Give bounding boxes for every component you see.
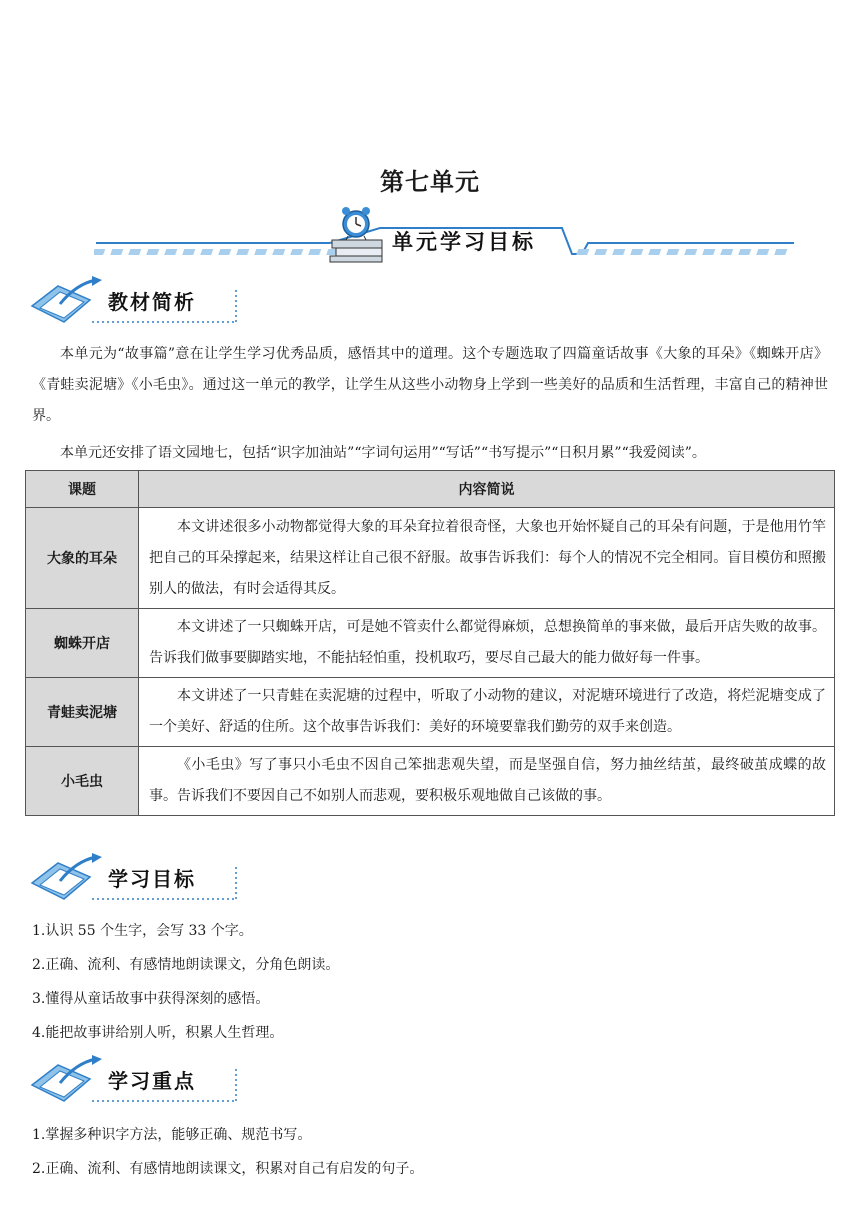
column-header-summary: 内容简说 — [139, 471, 835, 508]
section-header-analysis — [30, 276, 240, 328]
list-item: 3.懂得从童话故事中获得深刻的感悟。 — [32, 991, 270, 1007]
column-header-topic: 课题 — [26, 471, 139, 508]
lesson-summary: 《小毛虫》写了事只小毛虫不因自己笨拙悲观失望，而是坚强自信，努力抽丝结茧，最终破茧成蝶的故事。告诉我们不要因自己不如别人而悲观，要积极乐观地做自己该做的事。 — [139, 747, 835, 816]
banner-title: 单元学习目标 — [392, 230, 536, 254]
lesson-summary: 本文讲述了一只蜘蛛开店，可是她不管卖什么都觉得麻烦，总想换简单的事来做，最后开店失败的故事。告诉我们做事要脚踏实地，不能拈轻怕重，投机取巧，要尽自己最大的能力做好每一件事。 — [139, 609, 835, 678]
table-row — [26, 508, 835, 609]
lesson-topic: 蜘蛛开店 — [26, 609, 139, 678]
table-row — [26, 678, 835, 747]
section-title: 学习目标 — [108, 867, 196, 891]
list-item: 4.能把故事讲给别人听，积累人生哲理。 — [32, 1025, 284, 1041]
section-title: 学习重点 — [108, 1069, 196, 1093]
section-header-focus — [30, 1055, 240, 1107]
lesson-topic: 大象的耳朵 — [26, 508, 139, 609]
unit-title: 第七单元 — [380, 168, 480, 196]
lesson-topic: 青蛙卖泥塘 — [26, 678, 139, 747]
lesson-summary: 本文讲述很多小动物都觉得大象的耳朵耷拉着很奇怪，大象也开始怀疑自己的耳朵有问题，于是他用竹竿把自己的耳朵撑起来，结果这样让自己很不舒服。故事告诉我们：每个人的情况不完全相同。盲目模仿和照搬别人的做法，有时会适得其反。 — [139, 508, 835, 609]
list-item: 1.掌握多种识字方法，能够正确、规范书写。 — [32, 1127, 312, 1143]
goals-list — [32, 914, 832, 1050]
lesson-topic: 小毛虫 — [26, 747, 139, 816]
list-item: 2.正确、流利、有感情地朗读课文，积累对自己有启发的句子。 — [32, 1161, 424, 1177]
section-header-goals — [30, 853, 240, 905]
lesson-summary: 本文讲述了一只青蛙在卖泥塘的过程中，听取了小动物的建议，对泥塘环境进行了改造，将烂泥塘变成了一个美好、舒适的住所。这个故事告诉我们：美好的环境要靠我们勤劳的双手来创造。 — [139, 678, 835, 747]
intro-paragraph-1: 本单元为“故事篇”意在让学生学习优秀品质，感悟其中的道理。这个专题选取了四篇童话故事《大象的耳朵》《蜘蛛开店》《青蛙卖泥塘》《小毛虫》。通过这一单元的教学，让学生从这些小动物身上学到一些美好的品质和生活哲理，丰富自己的精神世界。 — [32, 346, 828, 424]
list-item: 1.认识 55 个生字，会写 33 个字。 — [32, 923, 253, 939]
table-row — [26, 747, 835, 816]
focus-list — [32, 1118, 832, 1186]
table-header-row — [26, 471, 835, 508]
table-row — [26, 609, 835, 678]
lesson-summary-table — [25, 470, 835, 816]
section-title: 教材简析 — [108, 290, 196, 314]
books-clock-icon — [330, 207, 382, 262]
intro-paragraph-2: 本单元还安排了语文园地七，包括“识字加油站”“字词句运用”“写话”“书写提示”“日积月累”“我爱阅读”。 — [60, 445, 706, 461]
list-item: 2.正确、流利、有感情地朗读课文，分角色朗读。 — [32, 957, 340, 973]
